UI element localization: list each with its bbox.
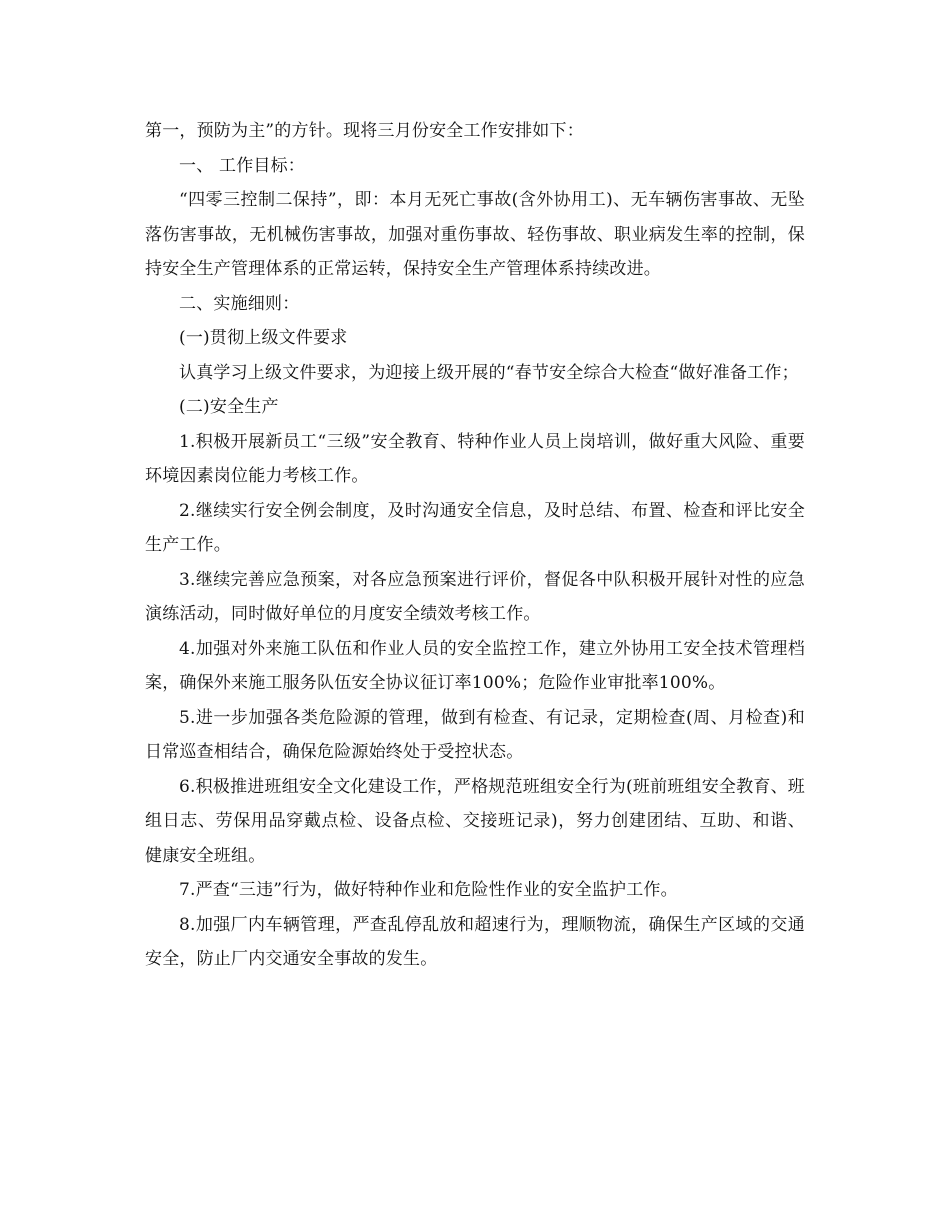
list-item-4: 4.加强对外来施工队伍和作业人员的安全监控工作，建立外协用工安全技术管理档案，确保外来施工服务队伍安全协议征订率100%；危险作业审批率100%。 xyxy=(145,638,805,693)
list-item-8: 8.加强厂内车辆管理，严查乱停乱放和超速行为，理顺物流，确保生产区域的交通安全，防止厂内交通安全事故的发生。 xyxy=(145,914,805,969)
list-item-6: 6.积极推进班组安全文化建设工作，严格规范班组安全行为(班前班组安全教育、班组日志、劳保用品穿戴点检、设备点检、交接班记录)，努力创建团结、互助、和谐、健康安全班组。 xyxy=(145,776,805,866)
list-item-2: 2.继续实行安全例会制度，及时沟通安全信息，及时总结、布置、检查和评比安全生产工作。 xyxy=(145,500,805,555)
paragraph-documents: 认真学习上级文件要求，为迎接上级开展的“春节安全综合大检查“做好准备工作； xyxy=(179,362,799,383)
heading-implementation: 二、实施细则： xyxy=(179,293,300,314)
list-item-3: 3.继续完善应急预案，对各应急预案进行评价，督促各中队积极开展针对性的应急演练活动，同时做好单位的月度安全绩效考核工作。 xyxy=(145,569,805,624)
list-item-7: 7.严查“三违”行为，做好特种作业和危险性作业的安全监护工作。 xyxy=(179,880,678,900)
paragraph-intro: 第一，预防为主”的方针。现将三月份安全工作安排如下： xyxy=(145,121,584,141)
document-body xyxy=(145,114,805,977)
list-item-1: 1.积极开展新员工“三级”安全教育、特种作业人员上岗培训，做好重大风险、重要环境因素岗位能力考核工作。 xyxy=(145,431,805,486)
paragraph-goal-details: “四零三控制二保持”，即：本月无死亡事故(含外协用工)、无车辆伤害事故、无坠落伤害事故，无机械伤害事故，加强对重伤事故、轻伤事故、职业病发生率的控制，保持安全生产管理体系的正常运转，保持安全生产管理体系持续改进。 xyxy=(145,190,805,279)
list-item-5: 5.进一步加强各类危险源的管理，做到有检查、有记录，定期检查(周、月检查)和日常巡查相结合，确保危险源始终处于受控状态。 xyxy=(145,707,805,762)
subheading-documents: (一)贯彻上级文件要求 xyxy=(179,328,348,348)
heading-work-goal: 一、 工作目标： xyxy=(179,155,306,176)
subheading-safety-production: (二)安全生产 xyxy=(179,397,279,417)
